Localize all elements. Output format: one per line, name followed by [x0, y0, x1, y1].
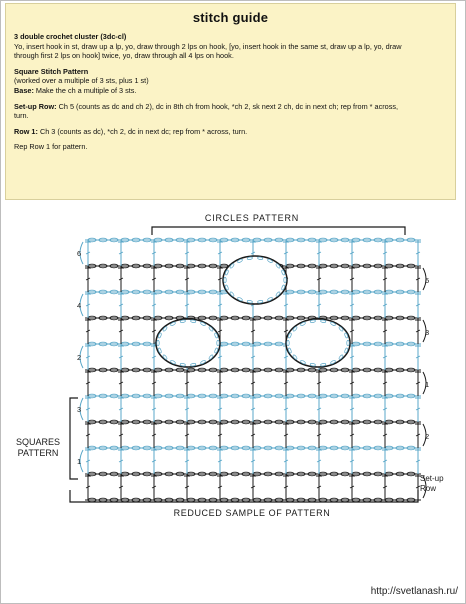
row-number-3-left: 3	[77, 405, 82, 414]
squares-label-2: PATTERN	[17, 448, 59, 458]
circle-motif-outline	[223, 256, 287, 304]
circles-pattern-label: CIRCLES PATTERN	[204, 213, 300, 223]
watermark: http://svetlanash.ru/	[370, 586, 458, 597]
row1-text: Ch 3 (counts as dc), *ch 2, dc in next dc; rep from * across, turn.	[37, 126, 248, 136]
cluster-instructions-1: Yo, insert hook in st, draw up a lp, yo, draw through 2 lps on hook, [yo, insert hook in the same st, draw up a lp, yo, draw	[14, 41, 402, 51]
row-number-6: 6	[77, 249, 82, 258]
setup-row-text-2: turn.	[14, 111, 29, 121]
circles-bracket	[152, 227, 405, 235]
squares-label-1: SQUARES	[15, 437, 61, 447]
square-pattern-note: (worked over a multiple of 3 sts, plus 1 st)	[14, 76, 149, 86]
base-instructions	[14, 86, 447, 96]
square-pattern-heading: Square Stitch Pattern	[14, 66, 89, 76]
base-text: Make the ch a multiple of 3 sts.	[33, 85, 137, 95]
row-number-5: 5	[425, 276, 430, 285]
row-number-1-right: 1	[425, 380, 430, 389]
row1-label: Row 1:	[14, 126, 38, 136]
stitch-guide-box	[5, 3, 456, 200]
row-number-1-left: 1	[77, 457, 82, 466]
row-number-4: 4	[77, 301, 82, 310]
row-number-2-right: 2	[425, 432, 430, 441]
circle-motif-outline	[286, 319, 350, 367]
row-number-3-right: 3	[425, 328, 430, 337]
repeat-instructions: Rep Row 1 for pattern.	[14, 142, 88, 152]
reduced-sample-label: REDUCED SAMPLE OF PATTERN	[173, 508, 331, 518]
crochet-chart	[0, 205, 466, 585]
setup-row-label-1: Set-up	[420, 474, 444, 483]
setup-row-label-2: Row	[420, 484, 437, 493]
setup-row-text-1: Ch 5 (counts as dc and ch 2), dc in 8th ch from hook, *ch 2, sk next 2 ch, dc in next ch; rep from * across,	[56, 101, 399, 111]
cluster-instructions-2: through first 2 lps on hook] twice, yo, draw through all 4 lps on hook.	[14, 51, 234, 61]
cluster-heading: 3 double crochet cluster (3dc-cl)	[14, 32, 127, 41]
setup-row-label: Set-up Row:	[14, 101, 57, 111]
setup-row-instructions	[14, 102, 447, 112]
row-number-2: 2	[77, 353, 82, 362]
circle-motif-outline	[156, 319, 220, 367]
base-label: Base:	[14, 85, 34, 95]
stitch-guide-title: stitch guide	[192, 10, 269, 25]
row1-instructions	[14, 127, 447, 137]
